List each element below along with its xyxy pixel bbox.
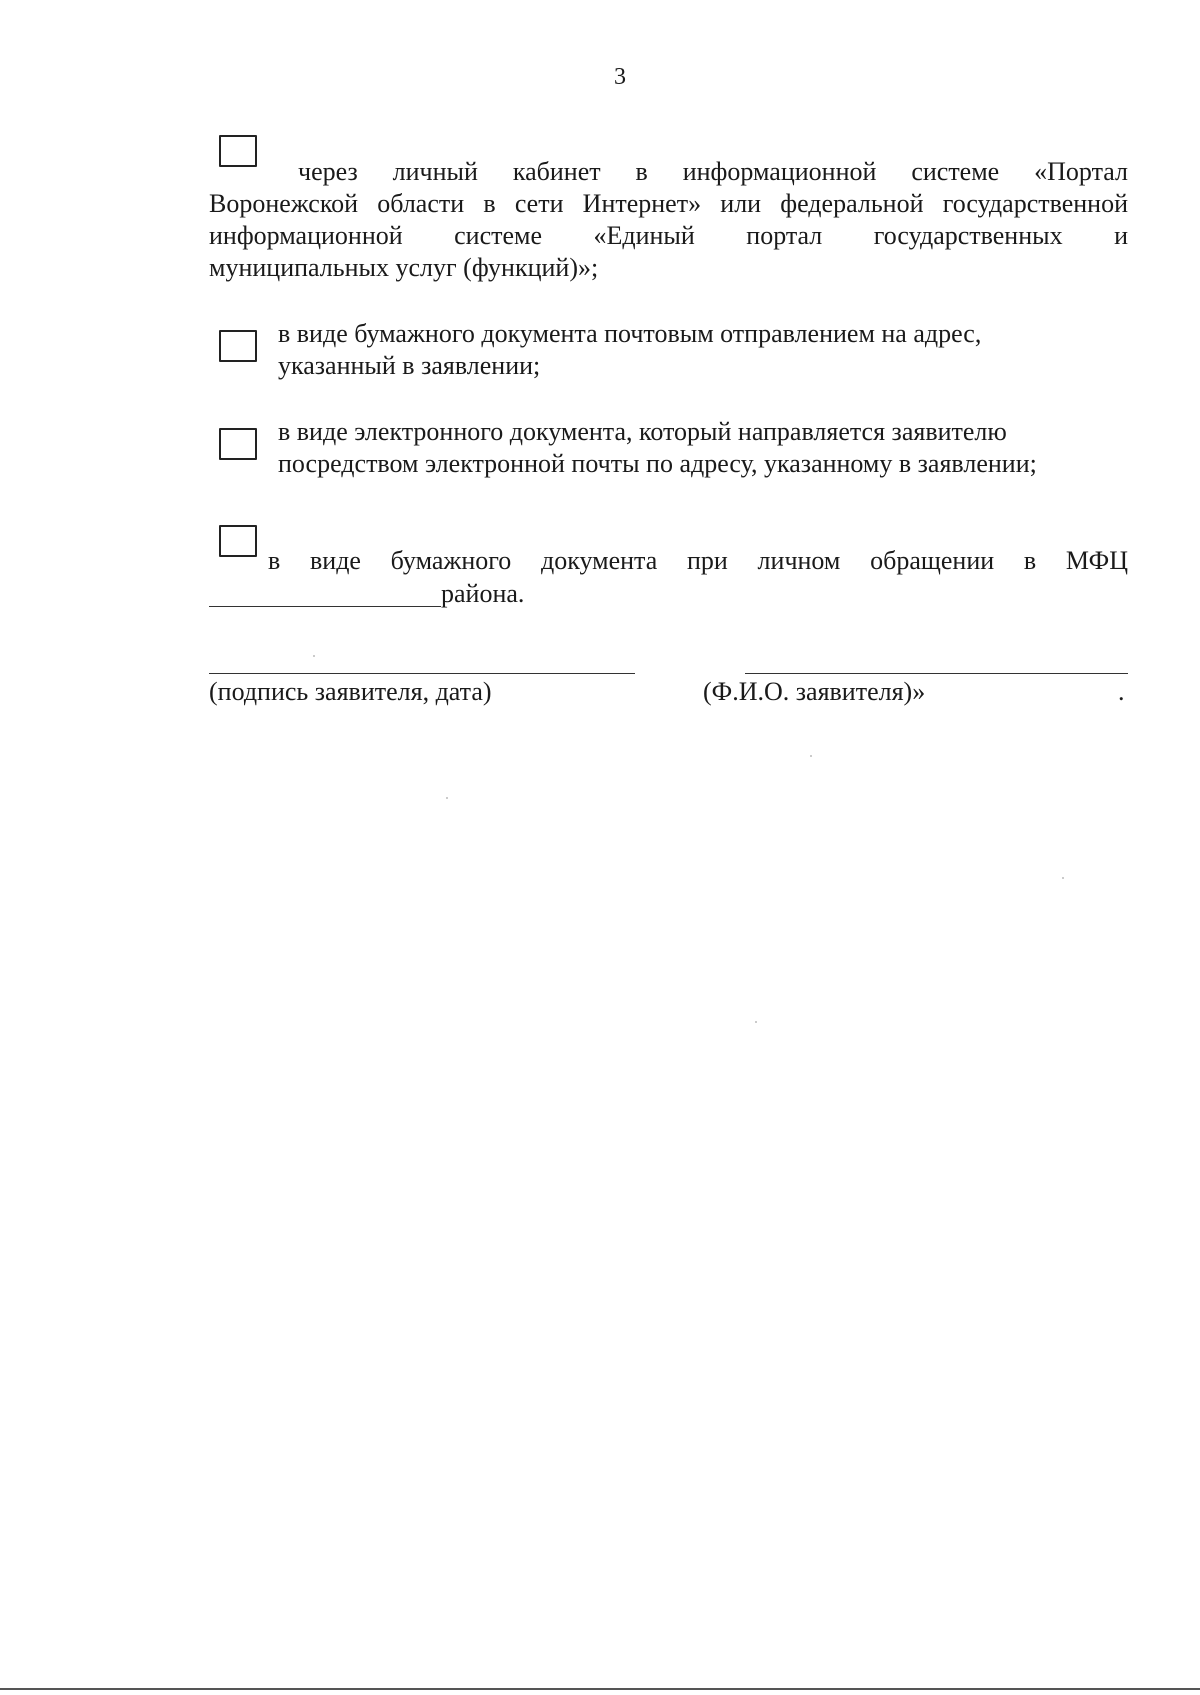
trailing-dot: .: [1118, 677, 1125, 706]
scan-speck: [755, 1021, 757, 1023]
checkbox-portal[interactable]: [219, 135, 257, 167]
checkbox-email[interactable]: [219, 428, 257, 460]
page-number: 3: [614, 64, 626, 90]
option-portal-line4: муниципальных услуг (функций)»;: [209, 253, 599, 282]
bottom-edge-rule: [0, 1688, 1200, 1690]
applicant-name-caption: (Ф.И.О. заявителя)»: [703, 677, 926, 706]
option-mfc-line2-suffix: района.: [441, 579, 525, 608]
checkbox-mfc[interactable]: [219, 525, 257, 557]
option-portal-line3: информационной системе «Единый портал государственных и: [209, 221, 1128, 250]
district-blank-line: [209, 606, 441, 607]
scan-speck: [446, 797, 448, 799]
scan-speck: [810, 755, 812, 757]
signature-date-line: [209, 673, 635, 674]
applicant-name-line: [745, 673, 1128, 674]
option-mfc-line1: в виде бумажного документа при личном обращении в МФЦ: [268, 546, 1128, 575]
signature-caption: (подпись заявителя, дата): [209, 677, 492, 706]
scan-speck: [313, 655, 315, 657]
option-mail-line2: указанный в заявлении;: [278, 351, 541, 380]
option-mail-line1: в виде бумажного документа почтовым отправлением на адрес,: [278, 319, 982, 348]
checkbox-mail[interactable]: [219, 330, 257, 362]
option-email-line1: в виде электронного документа, который направляется заявителю: [278, 417, 1007, 446]
option-portal-line1: через личный кабинет в информационной системе «Портал: [298, 157, 1128, 186]
option-email-line2: посредством электронной почты по адресу, указанному в заявлении;: [278, 449, 1037, 478]
scan-speck: [1062, 877, 1064, 879]
option-portal-line2: Воронежской области в сети Интернет» или федеральной государственной: [209, 189, 1128, 218]
